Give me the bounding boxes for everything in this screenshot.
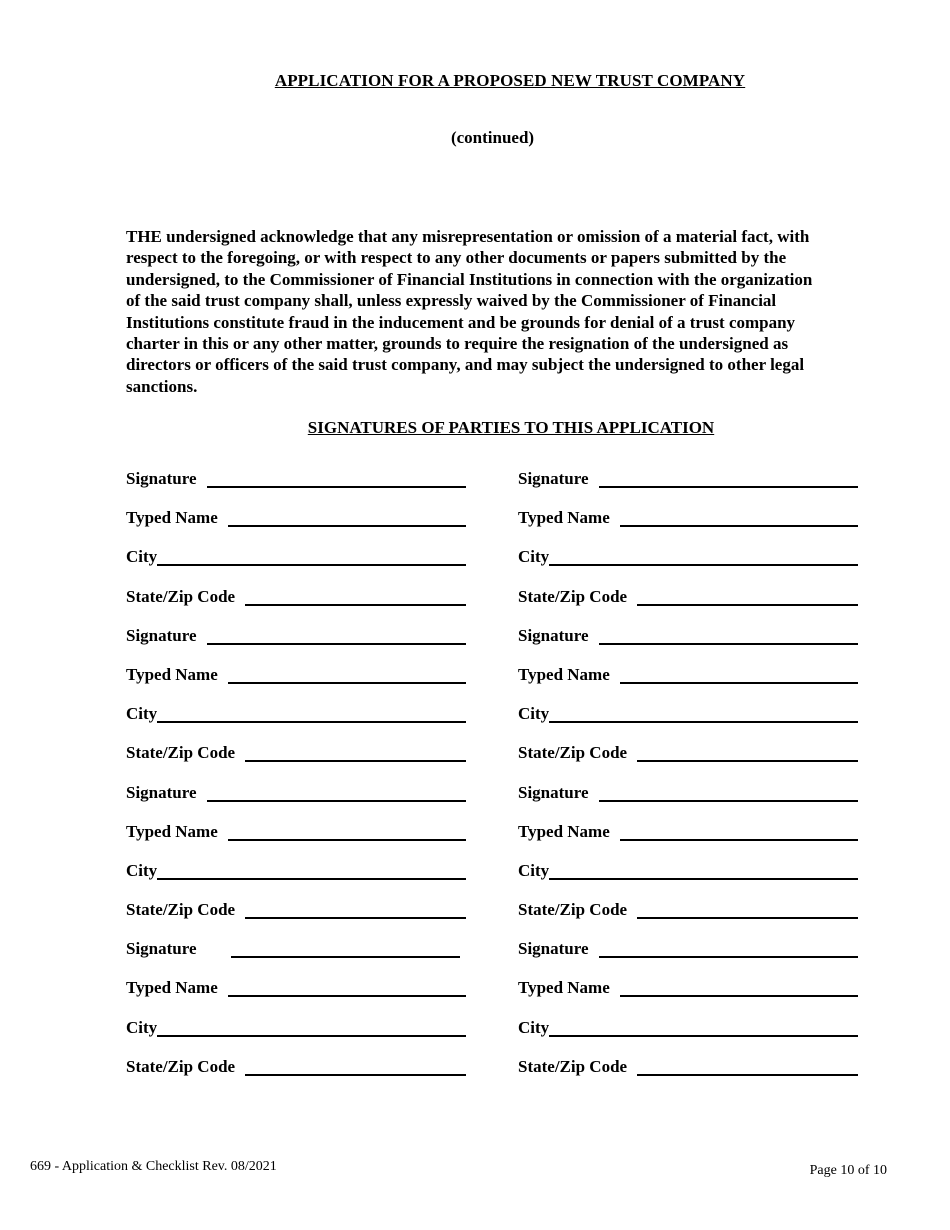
city-line[interactable] — [549, 860, 858, 880]
signature-row — [126, 625, 466, 664]
city-row — [518, 546, 858, 585]
typed-name-label: Typed Name — [126, 664, 218, 684]
state-zip-label: State/Zip Code — [518, 900, 628, 920]
typed-name-line[interactable] — [620, 821, 858, 841]
signature-line[interactable] — [599, 782, 858, 802]
signature-line[interactable] — [207, 625, 466, 645]
city-row — [126, 546, 466, 585]
state-zip-line[interactable] — [245, 899, 466, 919]
signature-line[interactable] — [599, 625, 858, 645]
city-label: City — [518, 860, 550, 880]
state-zip-label: State/Zip Code — [518, 586, 628, 606]
signature-label: Signature — [126, 782, 197, 802]
city-label: City — [518, 1017, 550, 1037]
typed-name-row — [518, 977, 858, 1016]
signature-line[interactable] — [599, 468, 858, 488]
signature-row — [126, 468, 466, 507]
state-zip-row — [126, 742, 466, 781]
signatures-heading: SIGNATURES OF PARTIES TO THIS APPLICATION — [307, 418, 715, 437]
signature-label: Signature — [126, 625, 197, 645]
state-zip-label: State/Zip Code — [126, 586, 236, 606]
typed-name-line[interactable] — [620, 507, 858, 527]
state-zip-label: State/Zip Code — [126, 900, 236, 920]
typed-name-row — [126, 977, 466, 1016]
state-zip-line[interactable] — [245, 586, 466, 606]
signature-label: Signature — [126, 469, 197, 488]
typed-name-line[interactable] — [228, 507, 466, 527]
typed-name-row — [126, 664, 466, 703]
state-zip-label: State/Zip Code — [126, 743, 236, 763]
state-zip-line[interactable] — [637, 586, 858, 606]
typed-name-line[interactable] — [620, 664, 858, 684]
signature-row — [126, 938, 466, 977]
state-zip-line[interactable] — [245, 1056, 466, 1076]
signature-row — [126, 782, 466, 821]
typed-name-row — [518, 821, 858, 860]
typed-name-row — [518, 507, 858, 546]
signature-line[interactable] — [231, 938, 460, 958]
city-row — [126, 1017, 466, 1056]
city-row — [518, 860, 858, 899]
city-row — [518, 1017, 858, 1056]
signature-row — [518, 782, 858, 821]
state-zip-row — [518, 586, 858, 625]
city-row — [126, 703, 466, 742]
footer-form-id: 669 - Application & Checklist Rev. 08/2021 — [30, 1159, 277, 1174]
signature-label: Signature — [126, 939, 197, 959]
signature-line[interactable] — [207, 782, 466, 802]
typed-name-row — [126, 507, 466, 546]
signature-label: Signature — [518, 469, 589, 488]
typed-name-label: Typed Name — [126, 978, 218, 998]
signature-row — [518, 625, 858, 664]
typed-name-label: Typed Name — [518, 664, 610, 684]
typed-name-label: Typed Name — [518, 978, 610, 998]
city-row — [126, 860, 466, 899]
state-zip-row — [126, 586, 466, 625]
typed-name-label: Typed Name — [518, 508, 610, 528]
signature-label: Signature — [518, 782, 589, 802]
state-zip-line[interactable] — [637, 1056, 858, 1076]
city-label: City — [518, 547, 550, 567]
signature-line[interactable] — [599, 938, 858, 958]
typed-name-line[interactable] — [228, 664, 466, 684]
state-zip-label: State/Zip Code — [518, 1056, 628, 1076]
state-zip-row — [518, 899, 858, 938]
signature-column-right — [518, 468, 858, 1095]
signature-line[interactable] — [207, 468, 466, 488]
city-label: City — [126, 1017, 158, 1037]
state-zip-label: State/Zip Code — [126, 1056, 236, 1076]
typed-name-line[interactable] — [228, 977, 466, 997]
typed-name-row — [126, 821, 466, 860]
typed-name-label: Typed Name — [518, 821, 610, 841]
city-line[interactable] — [157, 860, 466, 880]
state-zip-line[interactable] — [637, 742, 858, 762]
typed-name-line[interactable] — [620, 977, 858, 997]
city-line[interactable] — [157, 1017, 466, 1037]
city-label: City — [126, 704, 158, 724]
state-zip-label: State/Zip Code — [518, 743, 628, 763]
state-zip-row — [518, 742, 858, 781]
signature-column-left — [126, 468, 466, 1095]
signature-label: Signature — [518, 625, 589, 645]
typed-name-label: Typed Name — [126, 821, 218, 841]
city-line[interactable] — [549, 1017, 858, 1037]
city-line[interactable] — [549, 546, 858, 566]
state-zip-line[interactable] — [245, 742, 466, 762]
continued-note: (continued) — [450, 128, 535, 147]
state-zip-line[interactable] — [637, 899, 858, 919]
state-zip-row — [126, 1056, 466, 1095]
city-line[interactable] — [157, 703, 466, 723]
city-label: City — [126, 860, 158, 880]
city-line[interactable] — [157, 546, 466, 566]
typed-name-line[interactable] — [228, 821, 466, 841]
city-label: City — [126, 547, 158, 567]
city-row — [518, 703, 858, 742]
typed-name-label: Typed Name — [126, 508, 218, 528]
state-zip-row — [126, 899, 466, 938]
city-label: City — [518, 704, 550, 724]
typed-name-row — [518, 664, 858, 703]
state-zip-row — [518, 1056, 858, 1095]
acknowledgement-paragraph: THE undersigned acknowledge that any misrepresentation or omission of a material fact, with respect to the foregoing, or with respect to any other documents or papers submitted by the undersigned, to the Commissioner of Financial Institutions in connection with the organization of the said trust company shall, unless expressly waived by the Commissioner of Financial Institutions constitute fraud in the inducement and be grounds for denial of a trust company charter in this or any other matter, grounds to require the resignation of the undersigned as directors or officers of the said trust company, and may subject the undersigned to other legal sanctions. — [126, 227, 813, 396]
signature-label: Signature — [518, 939, 589, 959]
footer-page-number: Page 10 of 10 — [809, 1163, 887, 1178]
signature-row — [518, 468, 858, 507]
signature-row — [518, 938, 858, 977]
city-line[interactable] — [549, 703, 858, 723]
page-title: APPLICATION FOR A PROPOSED NEW TRUST COMPANY — [274, 71, 746, 90]
